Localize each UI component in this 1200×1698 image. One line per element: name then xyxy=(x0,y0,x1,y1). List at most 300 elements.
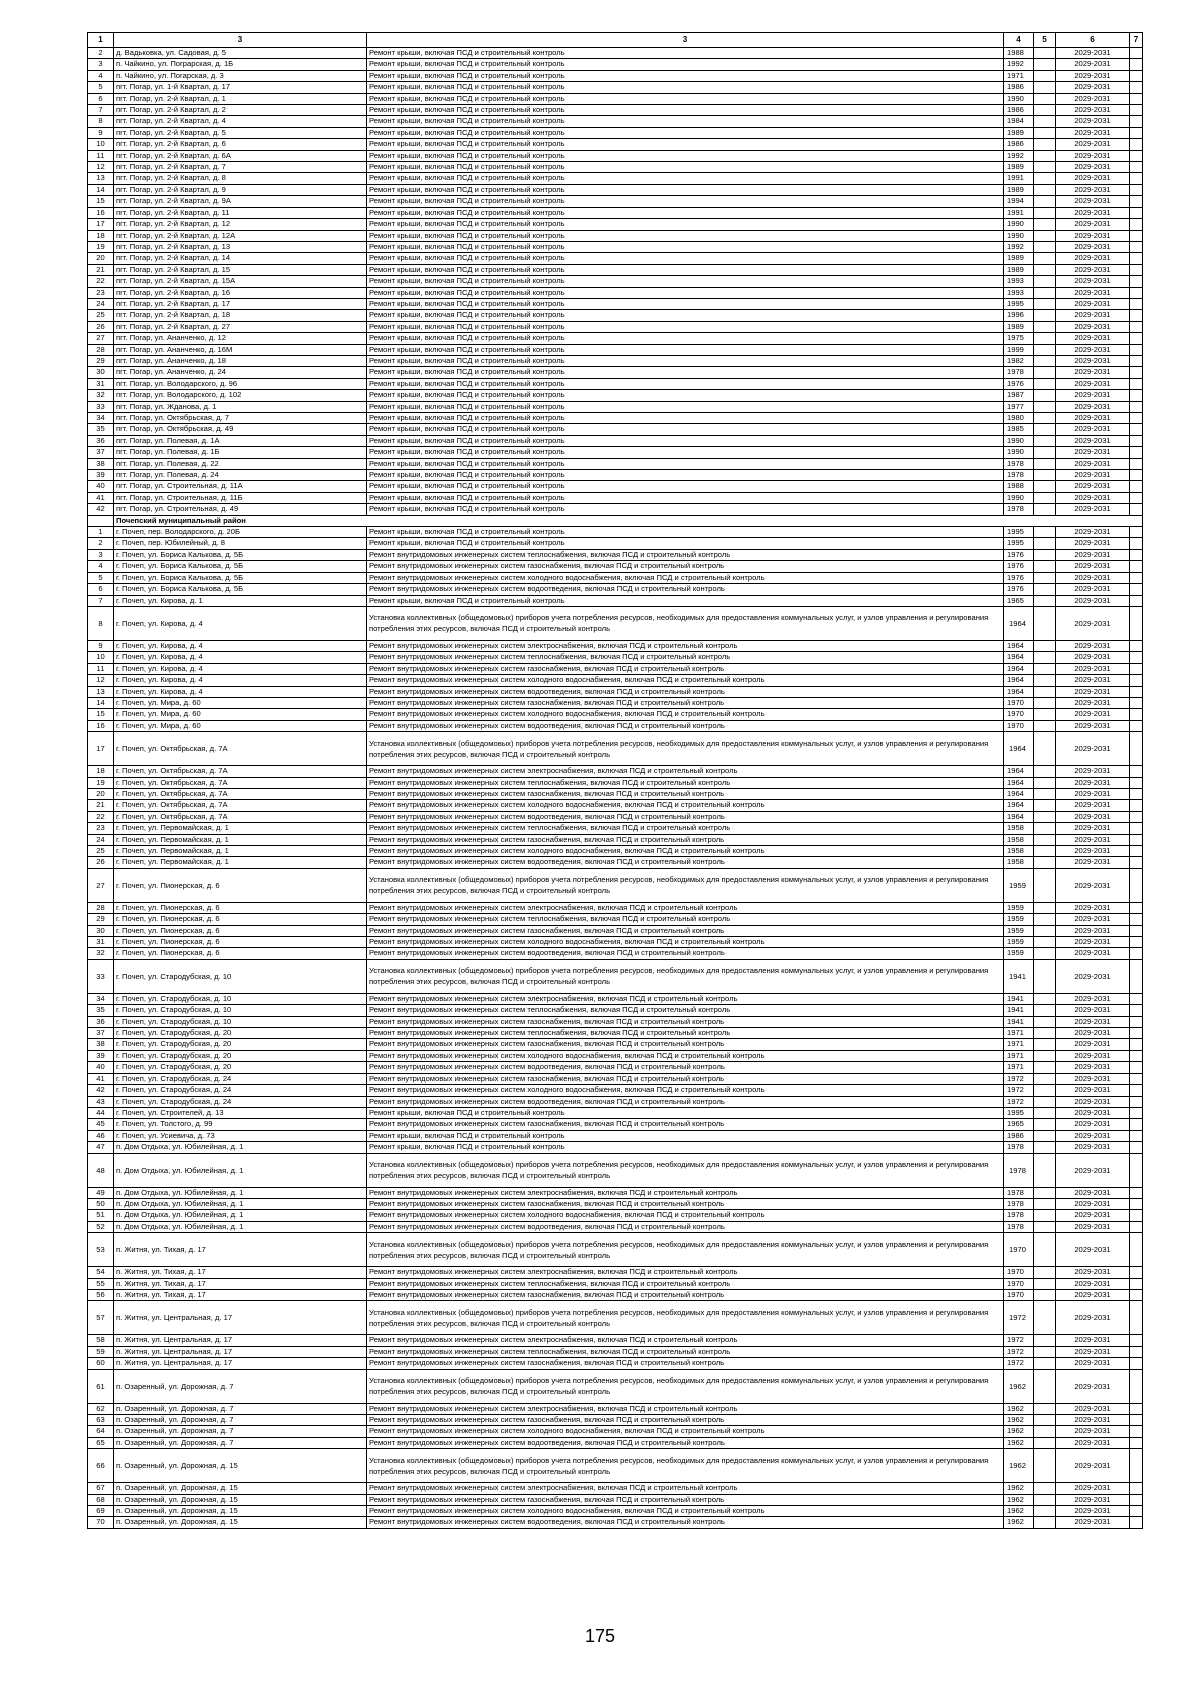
col-7 xyxy=(1130,595,1143,606)
address: г. Почеп, ул. Пионерская, д. 6 xyxy=(114,914,367,925)
build-year: 1990 xyxy=(1004,230,1034,241)
build-year: 1993 xyxy=(1004,276,1034,287)
col-7 xyxy=(1130,1062,1143,1073)
row-number: 42 xyxy=(88,1085,114,1096)
build-year: 1975 xyxy=(1004,333,1034,344)
period: 2029-2031 xyxy=(1056,378,1130,389)
build-year: 1964 xyxy=(1004,663,1034,674)
work-type: Ремонт крыши, включая ПСД и строительный контроль xyxy=(367,378,1004,389)
col-7 xyxy=(1130,846,1143,857)
build-year: 1964 xyxy=(1004,732,1034,766)
col-5 xyxy=(1034,230,1056,241)
period: 2029-2031 xyxy=(1056,150,1130,161)
period: 2029-2031 xyxy=(1056,230,1130,241)
build-year: 1958 xyxy=(1004,834,1034,845)
table-row xyxy=(88,355,1143,366)
work-type: Установка коллективных (общедомовых) приборов учета потребления ресурсов, необходимых для предоставления коммунальных услуг, и узлов управления и регулирования потребления этих ресурсов, включая ПСД и строительный контроль xyxy=(367,732,1004,766)
col-5 xyxy=(1034,253,1056,264)
header-cell: 5 xyxy=(1034,33,1056,48)
work-type: Ремонт крыши, включая ПСД и строительный контроль xyxy=(367,424,1004,435)
work-type: Ремонт внутридомовых инженерных систем холодного водоснабжения, включая ПСД и строительный контроль xyxy=(367,800,1004,811)
table-row xyxy=(88,1085,1143,1096)
col-5 xyxy=(1034,1278,1056,1289)
col-5 xyxy=(1034,1153,1056,1187)
table-row xyxy=(88,1028,1143,1039)
col-5 xyxy=(1034,401,1056,412)
period: 2029-2031 xyxy=(1056,1369,1130,1403)
period: 2029-2031 xyxy=(1056,481,1130,492)
row-number: 9 xyxy=(88,127,114,138)
table-row xyxy=(88,606,1143,640)
col-7 xyxy=(1130,1517,1143,1528)
work-type: Ремонт внутридомовых инженерных систем холодного водоснабжения, включая ПСД и строительный контроль xyxy=(367,846,1004,857)
row-number: 4 xyxy=(88,561,114,572)
table-row xyxy=(88,857,1143,868)
address: пгт. Погар, ул. 2-й Квартал, д. 15А xyxy=(114,276,367,287)
table-row xyxy=(88,333,1143,344)
period: 2029-2031 xyxy=(1056,1016,1130,1027)
col-7 xyxy=(1130,937,1143,948)
row-number: 12 xyxy=(88,675,114,686)
build-year: 1996 xyxy=(1004,310,1034,321)
table-row xyxy=(88,1198,1143,1209)
address: пгт. Погар, ул. 2-й Квартал, д. 14 xyxy=(114,253,367,264)
row-number: 22 xyxy=(88,276,114,287)
col-5 xyxy=(1034,675,1056,686)
row-number: 12 xyxy=(88,162,114,173)
row-number: 5 xyxy=(88,82,114,93)
address: п. Житня, ул. Центральная, д. 17 xyxy=(114,1301,367,1335)
table-row xyxy=(88,1426,1143,1437)
period: 2029-2031 xyxy=(1056,948,1130,959)
period: 2029-2031 xyxy=(1056,116,1130,127)
table-row xyxy=(88,1506,1143,1517)
row-number: 14 xyxy=(88,184,114,195)
period: 2029-2031 xyxy=(1056,504,1130,515)
address: г. Почеп, ул. Стародубская, д. 20 xyxy=(114,1050,367,1061)
table-row xyxy=(88,413,1143,424)
row-number: 35 xyxy=(88,1005,114,1016)
work-type: Ремонт внутридомовых инженерных систем холодного водоснабжения, включая ПСД и строительный контроль xyxy=(367,572,1004,583)
row-number: 41 xyxy=(88,1073,114,1084)
table-row xyxy=(88,504,1143,515)
row-number: 28 xyxy=(88,344,114,355)
col-7 xyxy=(1130,70,1143,81)
build-year: 1972 xyxy=(1004,1335,1034,1346)
work-type: Ремонт крыши, включая ПСД и строительный контроль xyxy=(367,481,1004,492)
build-year: 1970 xyxy=(1004,1278,1034,1289)
address: пгт. Погар, ул. 2-й Квартал, д. 9 xyxy=(114,184,367,195)
table-row xyxy=(88,70,1143,81)
row-number: 18 xyxy=(88,230,114,241)
period: 2029-2031 xyxy=(1056,1437,1130,1448)
col-7 xyxy=(1130,390,1143,401)
col-7 xyxy=(1130,663,1143,674)
row-number: 60 xyxy=(88,1358,114,1369)
col-5 xyxy=(1034,1369,1056,1403)
col-7 xyxy=(1130,1369,1143,1403)
col-5 xyxy=(1034,105,1056,116)
work-type: Ремонт крыши, включая ПСД и строительный контроль xyxy=(367,413,1004,424)
row-number: 11 xyxy=(88,663,114,674)
work-type: Ремонт крыши, включая ПСД и строительный контроль xyxy=(367,184,1004,195)
col-5 xyxy=(1034,1016,1056,1027)
build-year: 1958 xyxy=(1004,846,1034,857)
address: пгт. Погар, ул. Ананченко, д. 18 xyxy=(114,355,367,366)
col-7 xyxy=(1130,287,1143,298)
build-year: 1976 xyxy=(1004,549,1034,560)
address: п. Озаренный, ул. Дорожная, д. 7 xyxy=(114,1403,367,1414)
build-year: 1976 xyxy=(1004,378,1034,389)
col-7 xyxy=(1130,1096,1143,1107)
row-number: 53 xyxy=(88,1233,114,1267)
col-7 xyxy=(1130,811,1143,822)
table-row xyxy=(88,652,1143,663)
col-7 xyxy=(1130,447,1143,458)
period: 2029-2031 xyxy=(1056,207,1130,218)
col-7 xyxy=(1130,413,1143,424)
row-number: 52 xyxy=(88,1221,114,1232)
table-row xyxy=(88,868,1143,902)
col-7 xyxy=(1130,504,1143,515)
col-7 xyxy=(1130,538,1143,549)
period: 2029-2031 xyxy=(1056,424,1130,435)
row-number: 55 xyxy=(88,1278,114,1289)
work-type: Ремонт внутридомовых инженерных систем водоотведения, включая ПСД и строительный контроль xyxy=(367,584,1004,595)
period: 2029-2031 xyxy=(1056,720,1130,731)
build-year: 1986 xyxy=(1004,82,1034,93)
work-type: Ремонт внутридомовых инженерных систем газоснабжения, включая ПСД и строительный контроль xyxy=(367,1358,1004,1369)
period: 2029-2031 xyxy=(1056,709,1130,720)
period: 2029-2031 xyxy=(1056,1346,1130,1357)
row-number: 27 xyxy=(88,333,114,344)
address: пгт. Погар, ул. 2-й Квартал, д. 15 xyxy=(114,264,367,275)
period: 2029-2031 xyxy=(1056,139,1130,150)
period: 2029-2031 xyxy=(1056,606,1130,640)
table-row xyxy=(88,196,1143,207)
work-type: Ремонт крыши, включая ПСД и строительный контроль xyxy=(367,93,1004,104)
table-row xyxy=(88,298,1143,309)
build-year: 1972 xyxy=(1004,1096,1034,1107)
row-number: 32 xyxy=(88,948,114,959)
period: 2029-2031 xyxy=(1056,1267,1130,1278)
row-number: 46 xyxy=(88,1130,114,1141)
table-row xyxy=(88,241,1143,252)
col-7 xyxy=(1130,1028,1143,1039)
col-7 xyxy=(1130,993,1143,1004)
table-row xyxy=(88,1050,1143,1061)
address: г. Почеп, ул. Стародубская, д. 24 xyxy=(114,1085,367,1096)
col-5 xyxy=(1034,1301,1056,1335)
col-7 xyxy=(1130,720,1143,731)
address: пгт. Погар, ул. 1-й Квартал, д. 17 xyxy=(114,82,367,93)
col-7 xyxy=(1130,868,1143,902)
col-7 xyxy=(1130,1233,1143,1267)
col-7 xyxy=(1130,652,1143,663)
table-row xyxy=(88,287,1143,298)
col-5 xyxy=(1034,584,1056,595)
address: пгт. Погар, ул. 2-й Квартал, д. 7 xyxy=(114,162,367,173)
table-row xyxy=(88,1403,1143,1414)
table-row xyxy=(88,1062,1143,1073)
period: 2029-2031 xyxy=(1056,572,1130,583)
work-type: Ремонт внутридомовых инженерных систем газоснабжения, включая ПСД и строительный контроль xyxy=(367,663,1004,674)
period: 2029-2031 xyxy=(1056,1301,1130,1335)
address: пгт. Погар, ул. Полевая, д. 1А xyxy=(114,435,367,446)
work-type: Установка коллективных (общедомовых) приборов учета потребления ресурсов, необходимых для предоставления коммунальных услуг, и узлов управления и регулирования потребления этих ресурсов, включая ПСД и строительный контроль xyxy=(367,606,1004,640)
col-5 xyxy=(1034,572,1056,583)
address: г. Почеп, ул. Кирова, д. 1 xyxy=(114,595,367,606)
col-7 xyxy=(1130,697,1143,708)
build-year: 1962 xyxy=(1004,1449,1034,1483)
table-row xyxy=(88,184,1143,195)
address: г. Почеп, ул. Бориса Калькова, д. 5Б xyxy=(114,584,367,595)
build-year: 1971 xyxy=(1004,1050,1034,1061)
address: пгт. Погар, ул. 2-й Квартал, д. 13 xyxy=(114,241,367,252)
work-type: Ремонт крыши, включая ПСД и строительный контроль xyxy=(367,310,1004,321)
build-year: 1992 xyxy=(1004,241,1034,252)
row-number: 65 xyxy=(88,1437,114,1448)
period: 2029-2031 xyxy=(1056,846,1130,857)
work-type: Ремонт крыши, включая ПСД и строительный контроль xyxy=(367,150,1004,161)
work-type: Ремонт внутридомовых инженерных систем электроснабжения, включая ПСД и строительный контроль xyxy=(367,1403,1004,1414)
row-number: 69 xyxy=(88,1506,114,1517)
table-row xyxy=(88,584,1143,595)
address: г. Почеп, ул. Кирова, д. 4 xyxy=(114,663,367,674)
col-7 xyxy=(1130,640,1143,651)
build-year: 1987 xyxy=(1004,390,1034,401)
build-year: 1978 xyxy=(1004,1153,1034,1187)
period: 2029-2031 xyxy=(1056,1050,1130,1061)
period: 2029-2031 xyxy=(1056,162,1130,173)
work-type: Ремонт крыши, включая ПСД и строительный контроль xyxy=(367,470,1004,481)
row-number: 68 xyxy=(88,1494,114,1505)
col-5 xyxy=(1034,367,1056,378)
period: 2029-2031 xyxy=(1056,1028,1130,1039)
row-number: 15 xyxy=(88,709,114,720)
address: п. Озаренный, ул. Дорожная, д. 7 xyxy=(114,1369,367,1403)
work-type: Ремонт внутридомовых инженерных систем электроснабжения, включая ПСД и строительный контроль xyxy=(367,640,1004,651)
table-row xyxy=(88,811,1143,822)
period: 2029-2031 xyxy=(1056,1403,1130,1414)
row-number: 21 xyxy=(88,264,114,275)
work-type: Ремонт крыши, включая ПСД и строительный контроль xyxy=(367,207,1004,218)
col-7 xyxy=(1130,902,1143,913)
work-type: Ремонт крыши, включая ПСД и строительный контроль xyxy=(367,127,1004,138)
build-year: 1965 xyxy=(1004,1119,1034,1130)
col-7 xyxy=(1130,1073,1143,1084)
row-number: 33 xyxy=(88,959,114,993)
address: д. Вадьковка, ул. Садовая, д. 5 xyxy=(114,48,367,59)
col-5 xyxy=(1034,139,1056,150)
table-row xyxy=(88,1483,1143,1494)
address: г. Почеп, ул. Мира, д. 60 xyxy=(114,709,367,720)
address: г. Почеп, ул. Октябрьская, д. 7А xyxy=(114,788,367,799)
period: 2029-2031 xyxy=(1056,1119,1130,1130)
table-row xyxy=(88,116,1143,127)
address: г. Почеп, ул. Кирова, д. 4 xyxy=(114,686,367,697)
section-title: Почепский муниципальный район xyxy=(114,515,1143,526)
build-year: 1962 xyxy=(1004,1494,1034,1505)
period: 2029-2031 xyxy=(1056,1449,1130,1483)
address: г. Почеп, ул. Октябрьская, д. 7А xyxy=(114,777,367,788)
work-type: Ремонт крыши, включая ПСД и строительный контроль xyxy=(367,492,1004,503)
address: пгт. Погар, ул. 2-й Квартал, д. 6А xyxy=(114,150,367,161)
col-7 xyxy=(1130,1289,1143,1300)
period: 2029-2031 xyxy=(1056,1039,1130,1050)
row-number: 40 xyxy=(88,1062,114,1073)
address: п. Житня, ул. Центральная, д. 17 xyxy=(114,1335,367,1346)
table-row xyxy=(88,1142,1143,1153)
work-type: Ремонт крыши, включая ПСД и строительный контроль xyxy=(367,162,1004,173)
work-type: Ремонт внутридомовых инженерных систем газоснабжения, включая ПСД и строительный контроль xyxy=(367,788,1004,799)
period: 2029-2031 xyxy=(1056,732,1130,766)
address: г. Почеп, ул. Первомайская, д. 1 xyxy=(114,857,367,868)
col-7 xyxy=(1130,355,1143,366)
table-row xyxy=(88,1278,1143,1289)
header-cell: 4 xyxy=(1004,33,1034,48)
col-7 xyxy=(1130,116,1143,127)
address: пгт. Погар, ул. Октябрьская, д. 49 xyxy=(114,424,367,435)
work-type: Ремонт крыши, включая ПСД и строительный контроль xyxy=(367,173,1004,184)
col-7 xyxy=(1130,196,1143,207)
table-row xyxy=(88,572,1143,583)
table-row xyxy=(88,1130,1143,1141)
col-5 xyxy=(1034,549,1056,560)
col-7 xyxy=(1130,82,1143,93)
period: 2029-2031 xyxy=(1056,902,1130,913)
work-type: Ремонт внутридомовых инженерных систем холодного водоснабжения, включая ПСД и строительный контроль xyxy=(367,1210,1004,1221)
period: 2029-2031 xyxy=(1056,959,1130,993)
col-7 xyxy=(1130,310,1143,321)
col-5 xyxy=(1034,378,1056,389)
build-year: 1989 xyxy=(1004,264,1034,275)
work-type: Ремонт внутридомовых инженерных систем теплоснабжения, включая ПСД и строительный контроль xyxy=(367,1346,1004,1357)
table-row xyxy=(88,230,1143,241)
work-type: Ремонт крыши, включая ПСД и строительный контроль xyxy=(367,321,1004,332)
period: 2029-2031 xyxy=(1056,937,1130,948)
address: п. Дом Отдыха, ул. Юбилейная, д. 1 xyxy=(114,1153,367,1187)
col-7 xyxy=(1130,1267,1143,1278)
col-7 xyxy=(1130,834,1143,845)
col-7 xyxy=(1130,1107,1143,1118)
col-5 xyxy=(1034,492,1056,503)
col-5 xyxy=(1034,777,1056,788)
col-7 xyxy=(1130,766,1143,777)
col-5 xyxy=(1034,846,1056,857)
row-number: 37 xyxy=(88,447,114,458)
address: пгт. Погар, ул. 2-й Квартал, д. 2 xyxy=(114,105,367,116)
address: пгт. Погар, ул. 2-й Квартал, д. 17 xyxy=(114,298,367,309)
build-year: 1976 xyxy=(1004,561,1034,572)
address: пгт. Погар, ул. Ананченко, д. 24 xyxy=(114,367,367,378)
col-7 xyxy=(1130,458,1143,469)
table-row xyxy=(88,162,1143,173)
build-year: 1962 xyxy=(1004,1483,1034,1494)
address: г. Почеп, ул. Стародубская, д. 10 xyxy=(114,1005,367,1016)
table-row xyxy=(88,310,1143,321)
build-year: 1990 xyxy=(1004,93,1034,104)
work-type: Ремонт крыши, включая ПСД и строительный контроль xyxy=(367,196,1004,207)
table-row xyxy=(88,1517,1143,1528)
table-row xyxy=(88,1415,1143,1426)
address: пгт. Погар, ул. Строительная, д. 11А xyxy=(114,481,367,492)
row-number: 10 xyxy=(88,652,114,663)
table-row xyxy=(88,105,1143,116)
build-year: 1992 xyxy=(1004,150,1034,161)
table-row xyxy=(88,948,1143,959)
period: 2029-2031 xyxy=(1056,264,1130,275)
header-cell: 7 xyxy=(1130,33,1143,48)
build-year: 1986 xyxy=(1004,139,1034,150)
table-row xyxy=(88,1369,1143,1403)
col-7 xyxy=(1130,1403,1143,1414)
work-type: Ремонт крыши, включая ПСД и строительный контроль xyxy=(367,48,1004,59)
col-7 xyxy=(1130,435,1143,446)
build-year: 1970 xyxy=(1004,1267,1034,1278)
col-7 xyxy=(1130,549,1143,560)
address: п. Озаренный, ул. Дорожная, д. 7 xyxy=(114,1415,367,1426)
period: 2029-2031 xyxy=(1056,321,1130,332)
work-type: Ремонт внутридомовых инженерных систем теплоснабжения, включая ПСД и строительный контроль xyxy=(367,652,1004,663)
period: 2029-2031 xyxy=(1056,925,1130,936)
col-5 xyxy=(1034,709,1056,720)
col-5 xyxy=(1034,1130,1056,1141)
work-type: Ремонт внутридомовых инженерных систем теплоснабжения, включая ПСД и строительный контроль xyxy=(367,1278,1004,1289)
build-year: 1989 xyxy=(1004,253,1034,264)
col-5 xyxy=(1034,48,1056,59)
col-5 xyxy=(1034,959,1056,993)
period: 2029-2031 xyxy=(1056,1506,1130,1517)
col-7 xyxy=(1130,1119,1143,1130)
period: 2029-2031 xyxy=(1056,1494,1130,1505)
build-year: 1976 xyxy=(1004,584,1034,595)
table-row xyxy=(88,697,1143,708)
col-5 xyxy=(1034,1233,1056,1267)
work-type: Установка коллективных (общедомовых) приборов учета потребления ресурсов, необходимых для предоставления коммунальных услуг, и узлов управления и регулирования потребления этих ресурсов, включая ПСД и строительный контроль xyxy=(367,1233,1004,1267)
address: г. Почеп, ул. Усиевича, д. 73 xyxy=(114,1130,367,1141)
table-row xyxy=(88,663,1143,674)
col-7 xyxy=(1130,1278,1143,1289)
col-7 xyxy=(1130,914,1143,925)
build-year: 1995 xyxy=(1004,1107,1034,1118)
work-type: Ремонт крыши, включая ПСД и строительный контроль xyxy=(367,253,1004,264)
period: 2029-2031 xyxy=(1056,1130,1130,1141)
col-7 xyxy=(1130,48,1143,59)
row-number: 30 xyxy=(88,925,114,936)
build-year: 1959 xyxy=(1004,948,1034,959)
table-row xyxy=(88,686,1143,697)
address: г. Почеп, ул. Стародубская, д. 24 xyxy=(114,1096,367,1107)
work-type: Ремонт крыши, включая ПСД и строительный контроль xyxy=(367,82,1004,93)
work-type: Ремонт крыши, включая ПСД и строительный контроль xyxy=(367,504,1004,515)
table-row xyxy=(88,925,1143,936)
col-5 xyxy=(1034,1506,1056,1517)
address: пгт. Погар, ул. 2-й Квартал, д. 12 xyxy=(114,219,367,230)
period: 2029-2031 xyxy=(1056,413,1130,424)
build-year: 1971 xyxy=(1004,1062,1034,1073)
address: пгт. Погар, ул. Володарского, д. 102 xyxy=(114,390,367,401)
col-7 xyxy=(1130,253,1143,264)
period: 2029-2031 xyxy=(1056,1289,1130,1300)
table-row xyxy=(88,458,1143,469)
period: 2029-2031 xyxy=(1056,1073,1130,1084)
col-7 xyxy=(1130,948,1143,959)
col-7 xyxy=(1130,367,1143,378)
col-5 xyxy=(1034,1119,1056,1130)
col-7 xyxy=(1130,1050,1143,1061)
build-year: 1978 xyxy=(1004,1221,1034,1232)
